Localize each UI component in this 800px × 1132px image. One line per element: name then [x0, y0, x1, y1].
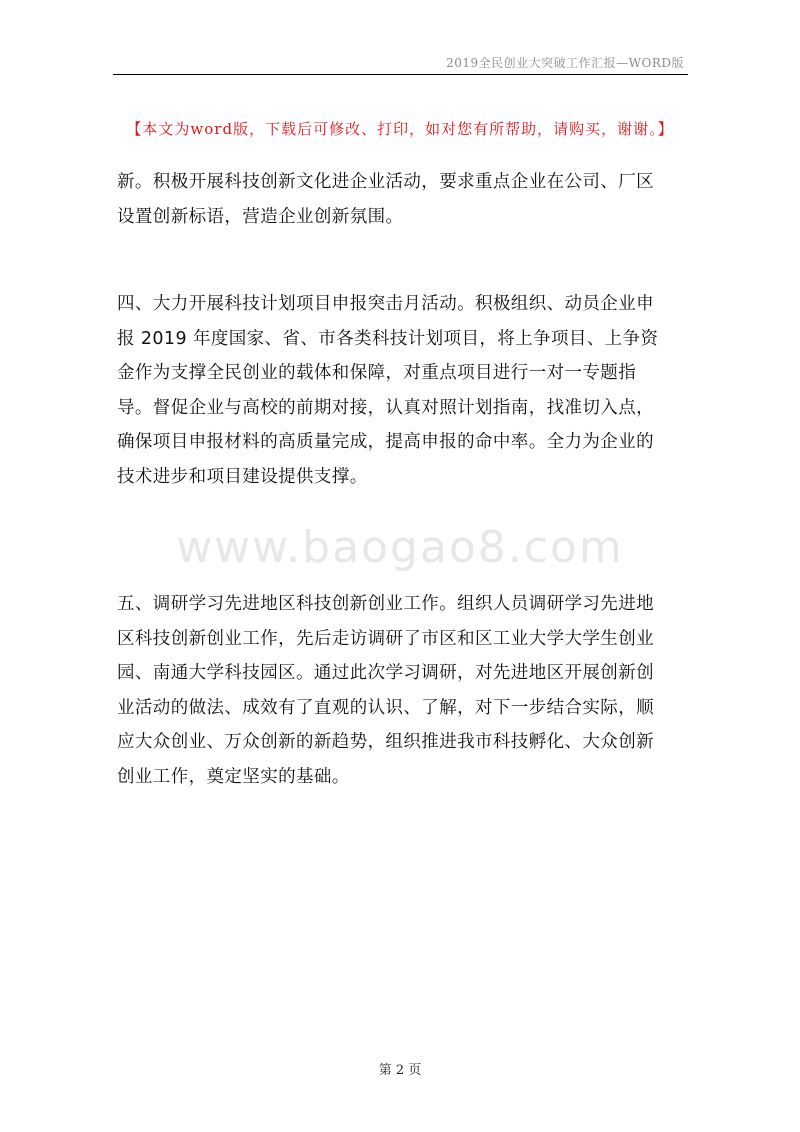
text-line: 确保项目申报材料的高质量完成，提高申报的命中率。全力为企业的: [117, 432, 654, 452]
text-line: 区科技创新创业工作，先后走访调研了市区和区工业大学大学生创业: [117, 628, 654, 649]
page-number: 第 2 页: [378, 1063, 422, 1078]
paragraph-section-five: [117, 587, 687, 794]
text-line: 创业工作，奠定坚实的基础。: [117, 766, 350, 787]
purchase-notice: 【本文为word版，下载后可修改、打印，如对您有所帮助，请购买，谢谢。】: [126, 120, 674, 138]
text-line: 园、南通大学科技园区。通过此次学习调研，对先进地区开展创新创: [117, 663, 654, 683]
text-line: 技术进步和项目建设提供支撑。: [117, 466, 368, 487]
text-line: 业活动的做法、成效有了直观的认识、了解，对下一步结合实际，顺: [117, 697, 654, 718]
watermark: www.baogao8.com: [176, 522, 624, 573]
paragraph-continuation: [117, 165, 687, 234]
paragraph-section-four: [117, 287, 687, 494]
text-line: 新。积极开展科技创新文化进企业活动，要求重点企业在公司、厂区: [117, 172, 654, 192]
text-line: 导。督促企业与高校的前期对接，认真对照计划指南，找准切入点，: [117, 397, 654, 418]
text-line: 金作为支撑全民创业的载体和保障，对重点项目进行一对一专题指: [117, 363, 637, 383]
page-header: 2019全民创业大突破工作汇报—WORD版: [446, 56, 684, 70]
text-line: 设置创新标语，营造企业创新氛围。: [117, 206, 404, 227]
text-line: 五、调研学习先进地区科技创新创业工作。组织人员调研学习先进地: [117, 594, 654, 614]
header-rule: [113, 74, 688, 75]
text-line: 报 2019 年度国家、省、市各类科技计划项目，将上争项目、上争资: [117, 328, 659, 349]
text-line: 应大众创业、万众创新的新趋势，组织推进我市科技孵化、大众创新: [117, 732, 654, 752]
text-line: 四、大力开展科技计划项目申报突击月活动。积极组织、动员企业申: [117, 294, 654, 314]
